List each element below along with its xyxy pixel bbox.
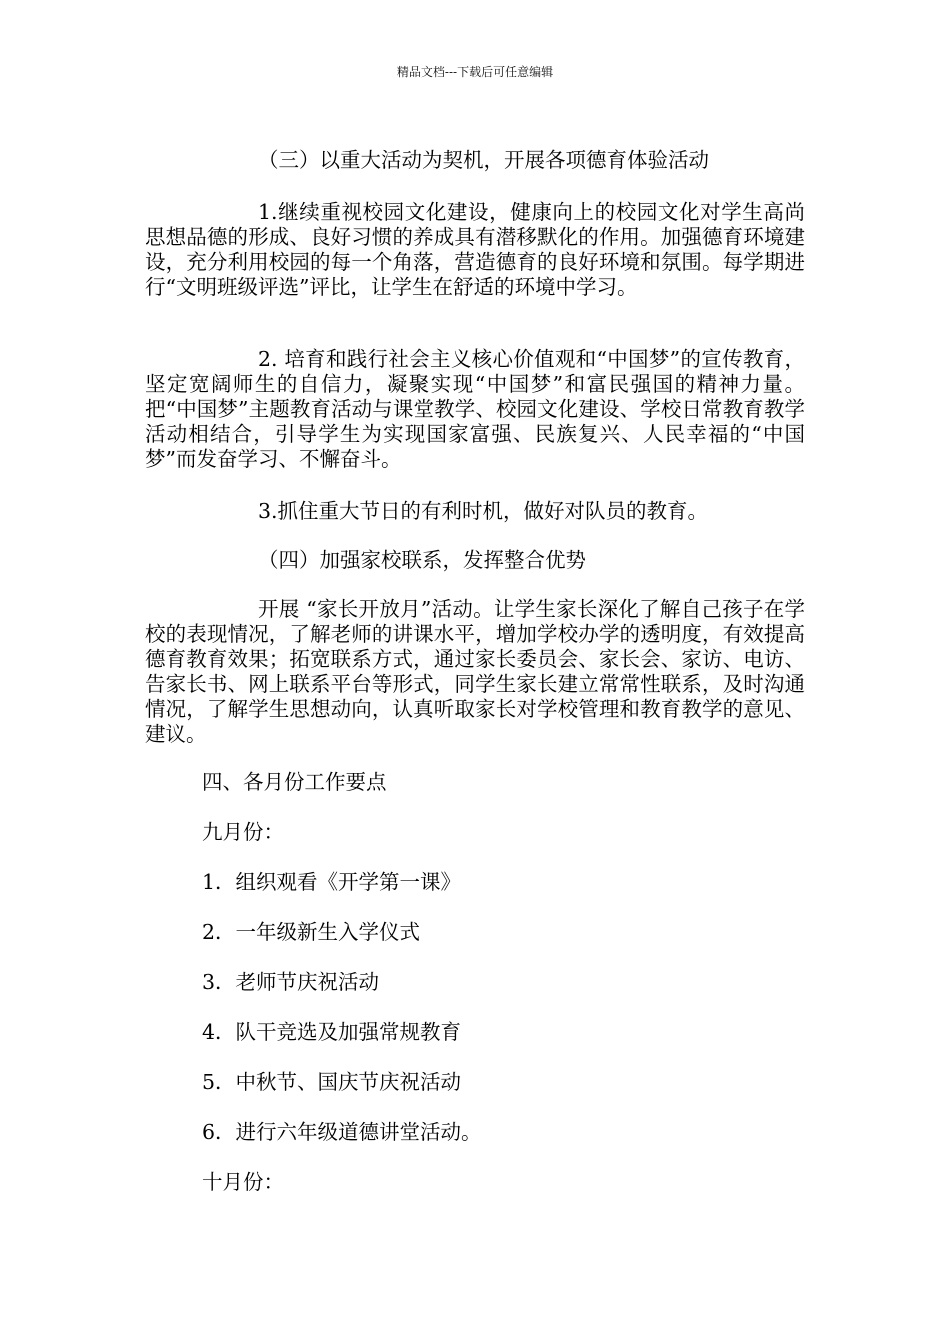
list-item: 4．队干竞选及加强常规教育 <box>202 1020 462 1044</box>
section-heading-monthly: 四、各月份工作要点 <box>202 770 387 794</box>
list-item: 1．组织观看《开学第一课》 <box>202 870 462 894</box>
page-header: 精品文档---下载后可任意编辑 <box>396 65 554 79</box>
paragraph-item-1: 1.继续重视校园文化建设，健康向上的校园文化对学生高尚思想品德的形成、良好习惯的养成具有潜移默化的作用。加强德育环境建设，充分利用校园的每一个角落，营造德育的良好环境和氛围。每学期进行“文明班级评选”评比，让学生在舒适的环境中学习。 <box>145 200 805 299</box>
list-item: 6．进行六年级道德讲堂活动。 <box>202 1120 482 1144</box>
list-item: 5．中秋节、国庆节庆祝活动 <box>202 1070 462 1094</box>
month-label-september: 九月份： <box>202 820 284 844</box>
paragraph-item-3: 3.抓住重大节日的有利时机，做好对队员的教育。 <box>258 499 709 523</box>
paragraph-item-2: 2. 培育和践行社会主义核心价值观和“中国梦”的宣传教育，坚定宽阔师生的自信力，凝聚实现“中国梦”和富民强国的精神力量。把“中国梦”主题教育活动与课堂教学、校园文化建设、学校日常教育教学活动相结合，引导学生为实现国家富强、民族复兴、人民幸福的“中国梦”而发奋学习、不懈奋斗。 <box>145 347 805 471</box>
section-heading-4: （四）加强家校联系，发挥整合优势 <box>258 548 586 572</box>
month-label-october: 十月份： <box>202 1170 284 1194</box>
section-heading-3: （三）以重大活动为契机，开展各项德育体验活动 <box>258 148 709 172</box>
list-item: 3．老师节庆祝活动 <box>202 970 380 994</box>
list-item: 2．一年级新生入学仪式 <box>202 920 421 944</box>
paragraph-open-month: 开展 “家长开放月”活动。让学生家长深化了解自己孩子在学校的表现情况，了解老师的讲课水平，增加学校办学的透明度，有效提高德育教育效果；拓宽联系方式，通过家长委员会、家长会、家访、电访、告家长书、网上联系平台等形式，同学生家长建立常常性联系，及时沟通情况，了解学生思想动向，认真听取家长对学校管理和教育教学的意见、建议。 <box>145 597 805 746</box>
